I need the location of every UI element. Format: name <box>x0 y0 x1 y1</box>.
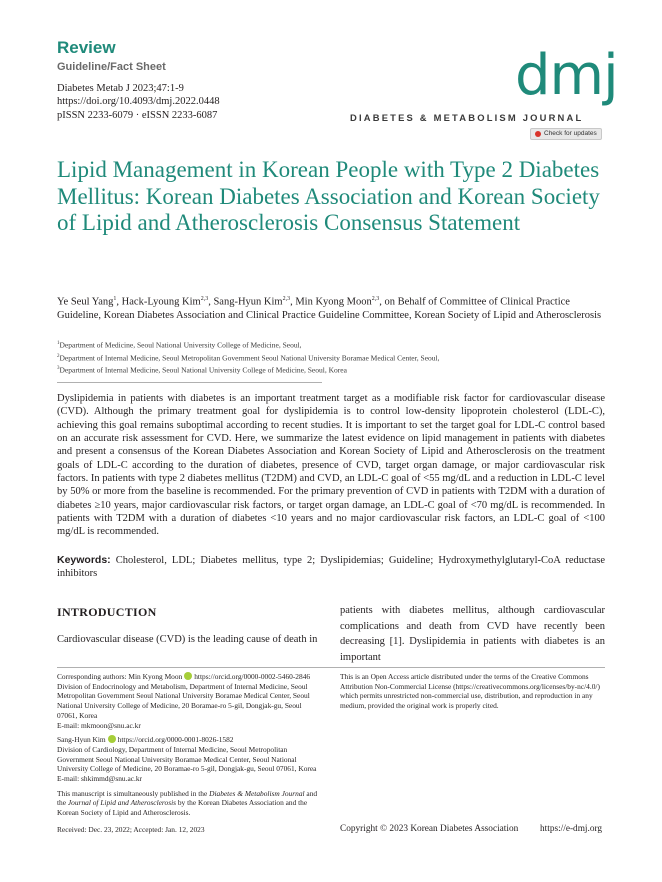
body-text-right: patients with diabetes mellitus, although cardiovascular complications and death from CVD have recently been decreasing [1]. Dyslipidemia in patients with diabetes is an important <box>340 605 605 663</box>
article-category: Review <box>57 38 116 57</box>
affiliation-sup: 2 <box>57 353 60 359</box>
article-title: Lipid Management in Korean People with Type 2 Diabetes Mellitus: Korean Diabetes Association and Korean Society of Lipid and Atherosclerosis Consensus Statement <box>57 157 600 236</box>
orcid-link[interactable]: https://orcid.org/0000-0001-8026-1582 <box>117 735 234 745</box>
corresponding-author: Sang-Hyun Kim <box>57 735 106 745</box>
keywords <box>57 554 605 581</box>
keywords-label: Keywords: <box>57 554 111 566</box>
crossmark-icon <box>535 131 541 137</box>
author-email[interactable]: E-mail: shkimmd@snu.ac.kr <box>57 774 143 784</box>
author-sup: 1 <box>113 296 117 302</box>
author-list <box>57 293 607 322</box>
keywords-text: Cholesterol, LDL; Diabetes mellitus, type 2; Dyslipidemias; Guideline; Hydroxymethylglutaryl-CoA reductase inhibitors <box>57 555 605 580</box>
check-updates-button[interactable] <box>530 128 602 140</box>
note-text: This manuscript is simultaneously published in the <box>57 788 210 798</box>
affiliation <box>57 363 607 376</box>
correspondence-secondary <box>57 735 323 784</box>
affiliation-text: Department of Internal Medicine, Seoul National University College of Medicine, Seoul, Korea <box>59 365 347 375</box>
correspondence <box>57 672 323 823</box>
publication-note <box>57 789 323 818</box>
author-name: Ye Seul Yang <box>57 296 114 308</box>
article-subcategory: Guideline/Fact Sheet <box>57 61 166 73</box>
note-text: and the <box>57 788 318 808</box>
author-sup: 2,3 <box>371 296 380 302</box>
note-text: by the Korean Diabetes Association and the Korean Society of Lipid and Atherosclerosis. <box>57 798 308 818</box>
orcid-icon <box>184 672 192 680</box>
author-email[interactable]: E-mail: mkmoon@snu.ac.kr <box>57 720 141 730</box>
journal-ref: Diabetes & Metabolism Journal <box>209 788 305 798</box>
copyright: Copyright © 2023 Korean Diabetes Association <box>340 824 519 834</box>
author-address: Division of Endocrinology and Metabolism, Department of Internal Medicine, Seoul Metropolitan Government Seoul National University Boramae Medical Center, Seoul National University College of Medicine, 20 Boramae-ro 5-gil, Dongjak-gu, Seoul 07061, Korea <box>57 681 310 720</box>
affiliation-sup: 3 <box>57 366 60 371</box>
journal-website[interactable]: https://e-dmj.org <box>540 824 603 834</box>
divider <box>57 382 322 383</box>
citation-block <box>57 82 220 122</box>
author-sup: 2,3 <box>200 296 209 302</box>
affiliation-text: Department of Medicine, Seoul National University College of Medicine, Seoul, <box>59 340 302 350</box>
divider <box>57 667 605 668</box>
journal-ref: Journal of Lipid and Atherosclerosis <box>67 798 177 808</box>
issn: pISSN 2233-6079 · eISSN 2233-6087 <box>57 109 218 121</box>
check-updates-label: Check for updates <box>544 130 597 137</box>
journal-name: DIABETES & METABOLISM JOURNAL <box>350 112 584 123</box>
affiliation-sup: 1 <box>57 341 60 346</box>
correspondence-primary <box>57 672 323 730</box>
abstract: Dyslipidemia in patients with diabetes is an important treatment target as a modifiable risk factor for cardiovascular disease (CVD). Although the primary treatment goal for dyslipidemia is to control low-density lipoprotein cholesterol (LDL-C), achieving this goal remains suboptimal according to recent studies. It is important to set the target goal for LDL-C control based on an accurate risk assessment for CVD. Here, we summarize the latest evidence on lipid management in patients with diabetes and present a consensus of the Korean Diabetes Association and Korean Society of Lipid and Atherosclerosis on the treatment goals of LDL-C according to the duration of diabetes, presence of CVD, target organ damage, or major cardiovascular risk factors. In patients with type 2 diabetes mellitus (T2DM) and CVD, an LDL-C goal of <55 mg/dL and a reduction in LDL-C level by 50% or more from the baseline is recommended. For the primary prevention of CVD in patients with T2DM with a duration of diabetes ≥10 years, major cardiovascular risk factors, or target organ damage, an LDL-C goal of <70 mg/dL is recommended. In patients with T2DM with a duration of diabetes <10 years and no major cardiovascular risk factors, an LDL-C goal of <100 mg/dL is recommended. <box>57 393 605 538</box>
body-text-left: Cardiovascular disease (CVD) is the leading cause of death in <box>57 634 318 645</box>
affiliation <box>57 351 607 364</box>
received-date: Received: Dec. 23, 2022; Accepted: Jan. 12, 2023 <box>57 825 205 834</box>
section-heading: INTRODUCTION <box>57 605 157 619</box>
journal-logo: dmj <box>515 43 618 108</box>
affiliations <box>57 338 607 376</box>
author-name: , Hack-Lyoung Kim <box>116 296 201 308</box>
affiliation-text: Department of Internal Medicine, Seoul Metropolitan Government Seoul National University Boramae Medical Center, Seoul, <box>59 353 440 362</box>
author-sup: 2,3 <box>282 296 291 302</box>
orcid-link[interactable]: https://orcid.org/0000-0002-5460-2846 <box>194 672 311 681</box>
orcid-icon <box>108 735 116 743</box>
open-access-notice: This is an Open Access article distributed under the terms of the Creative Commons Attribution Non-Commercial License (https://creativecommons.org/licenses/by-nc/4.0/) which permits unrestricted non-commercial use, distribution, and reproduction in any medium, provided the original work is properly cited. <box>340 672 600 711</box>
author-address: Division of Cardiology, Department of Internal Medicine, Seoul Metropolitan Government Seoul National University Boramae Medical Center, Seoul National University College of Medicine, 20 Boramae-ro 5-gil, Dongjak-gu, Seoul 07061, Korea <box>57 744 317 774</box>
corresponding-author: Corresponding authors: Min Kyong Moon <box>57 672 183 681</box>
author-name: , Sang-Hyun Kim <box>208 296 283 308</box>
doi-link[interactable]: https://doi.org/10.4093/dmj.2022.0448 <box>57 96 220 108</box>
author-name: , Min Kyong Moon <box>290 296 372 308</box>
citation: Diabetes Metab J 2023;47:1-9 <box>57 83 184 94</box>
affiliation <box>57 338 607 351</box>
author-group: , on Behalf of Committee of Clinical Practice Guideline, Korean Diabetes Association and Clinical Practice Guideline Committee, Korean Society of Lipid and Atherosclerosis <box>57 296 602 321</box>
